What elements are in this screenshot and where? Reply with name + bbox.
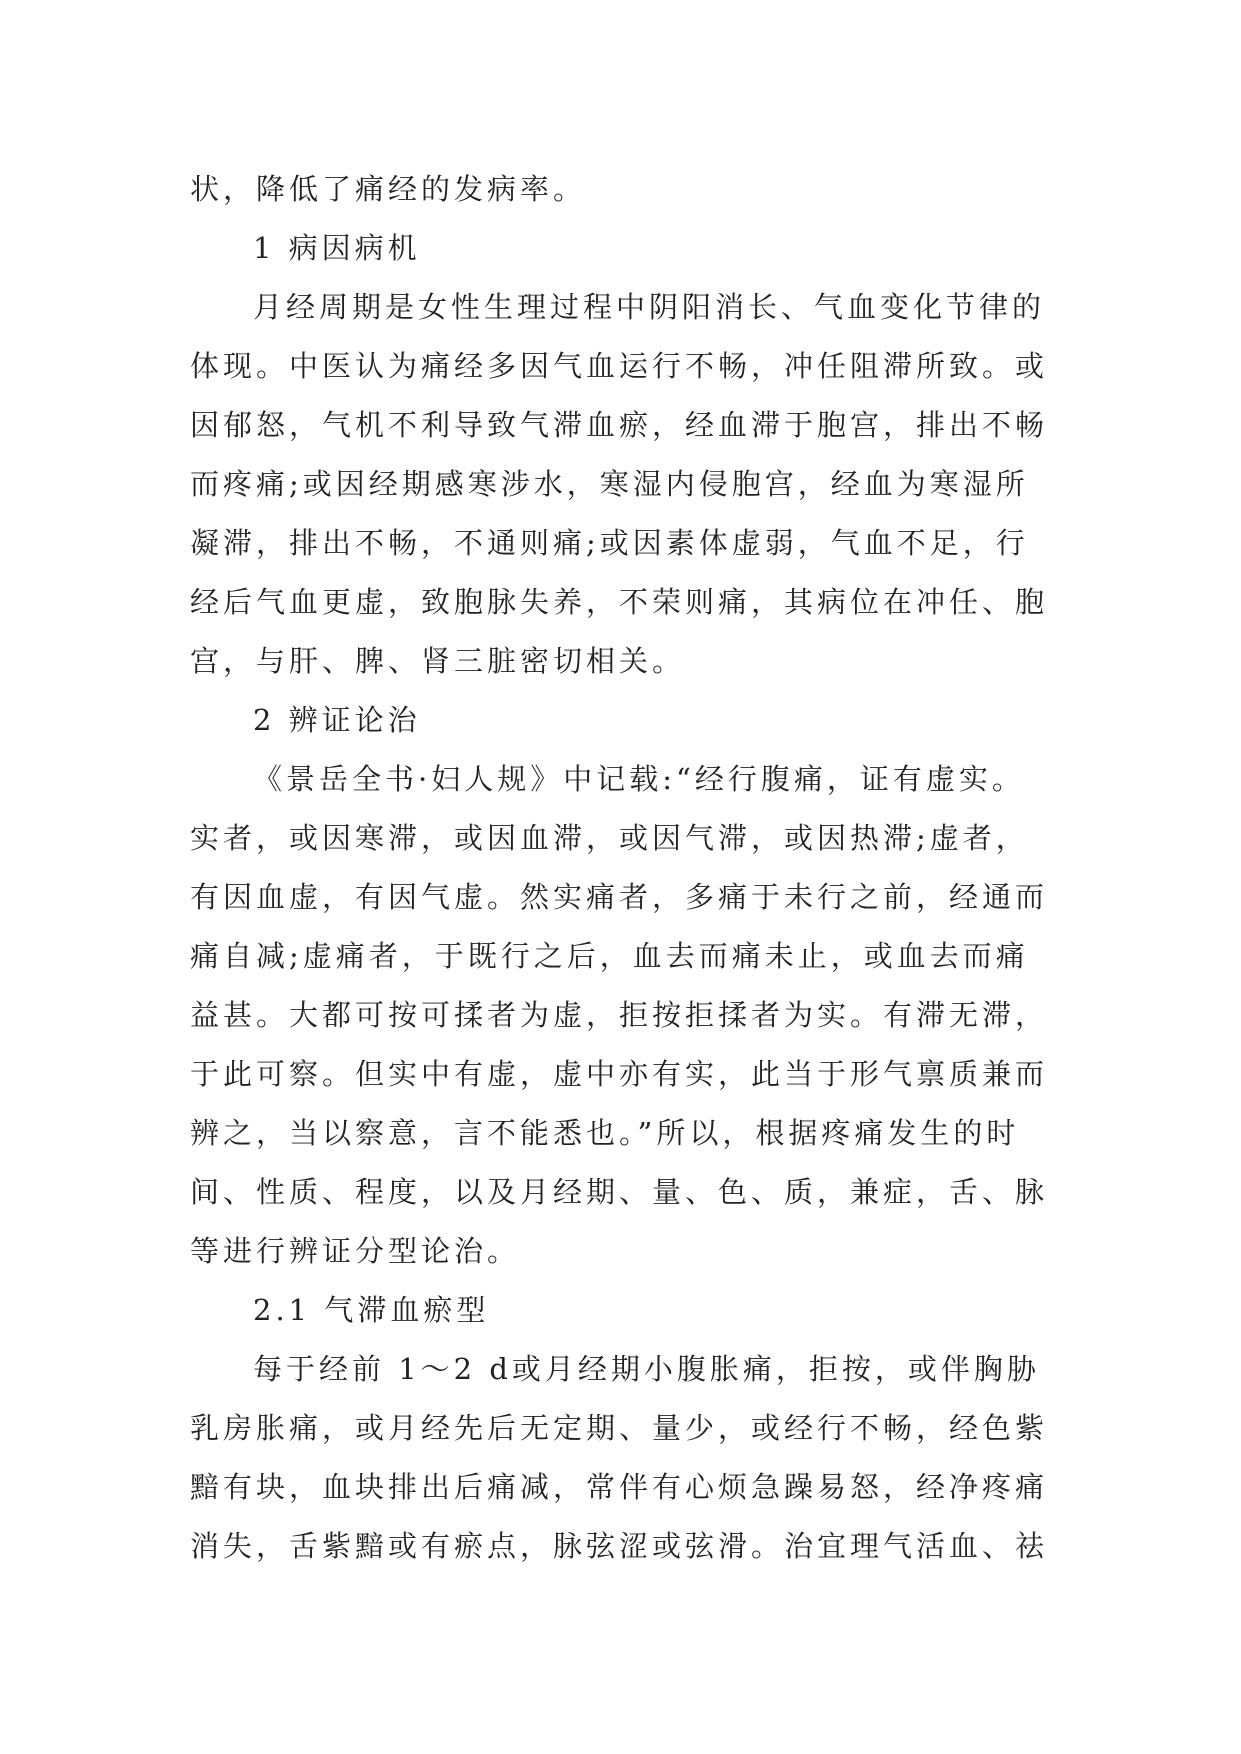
text-line: 《景岳全书·妇人规》中记载:“经行腹痛，证有虚实。 [253, 762, 1025, 796]
text-line: 黯有块，血块排出后痛减，常伴有心烦急躁易怒，经净疼痛 [190, 1470, 1049, 1504]
text-line: 月经周期是女性生理过程中阴阳消长、气血变化节律的 [253, 290, 1046, 324]
text-line: 消失，舌紫黯或有瘀点，脉弦涩或弦滑。治宜理气活血、祛 [190, 1529, 1049, 1563]
text-line: 间、性质、程度，以及月经期、量、色、质，兼症，舌、脉 [190, 1175, 1049, 1209]
text-line: 益甚。大都可按可揉者为虚，拒按拒揉者为实。有滞无滞， [190, 998, 1049, 1032]
text-line: 辨之，当以察意，言不能悉也。”所以，根据疼痛发生的时 [190, 1116, 1020, 1150]
text-line: 因郁怒，气机不利导致气滞血瘀，经血滞于胞宫，排出不畅 [190, 408, 1049, 442]
text-line: 等进行辨证分型论治。 [190, 1234, 521, 1268]
section-heading-2: 2 辨证论治 [253, 703, 421, 737]
text-line: 宫，与肝、脾、肾三脏密切相关。 [190, 644, 686, 678]
text-line: 有因血虚，有因气虚。然实痛者，多痛于未行之前，经通而 [190, 880, 1049, 914]
text-line: 每于经前 1～2 d或月经期小腹胀痛，拒按，或伴胸胁 [253, 1352, 1040, 1386]
section-heading-2-1: 2.1 气滞血瘀型 [253, 1293, 490, 1327]
text-line: 经后气血更虚，致胞脉失养，不荣则痛，其病位在冲任、胞 [190, 585, 1049, 619]
text-line: 体现。中医认为痛经多因气血运行不畅，冲任阻滞所致。或 [190, 349, 1049, 383]
text-line: 乳房胀痛，或月经先后无定期、量少，或经行不畅，经色紫 [190, 1411, 1049, 1445]
text-line: 而疼痛;或因经期感寒涉水，寒湿内侵胞宫，经血为寒湿所 [190, 467, 1029, 501]
text-line: 凝滞，排出不畅，不通则痛;或因素体虚弱，气血不足，行 [190, 526, 1029, 560]
text-line: 状，降低了痛经的发病率。 [190, 172, 587, 206]
text-line: 于此可察。但实中有虚，虚中亦有实，此当于形气禀质兼而 [190, 1057, 1049, 1091]
document-body [190, 160, 1070, 1576]
text-line: 实者，或因寒滞，或因血滞，或因气滞，或因热滞;虚者， [190, 821, 1029, 855]
text-line: 痛自减;虚痛者，于既行之后，血去而痛未止，或血去而痛 [190, 939, 1029, 973]
section-heading-1: 1 病因病机 [253, 231, 421, 265]
